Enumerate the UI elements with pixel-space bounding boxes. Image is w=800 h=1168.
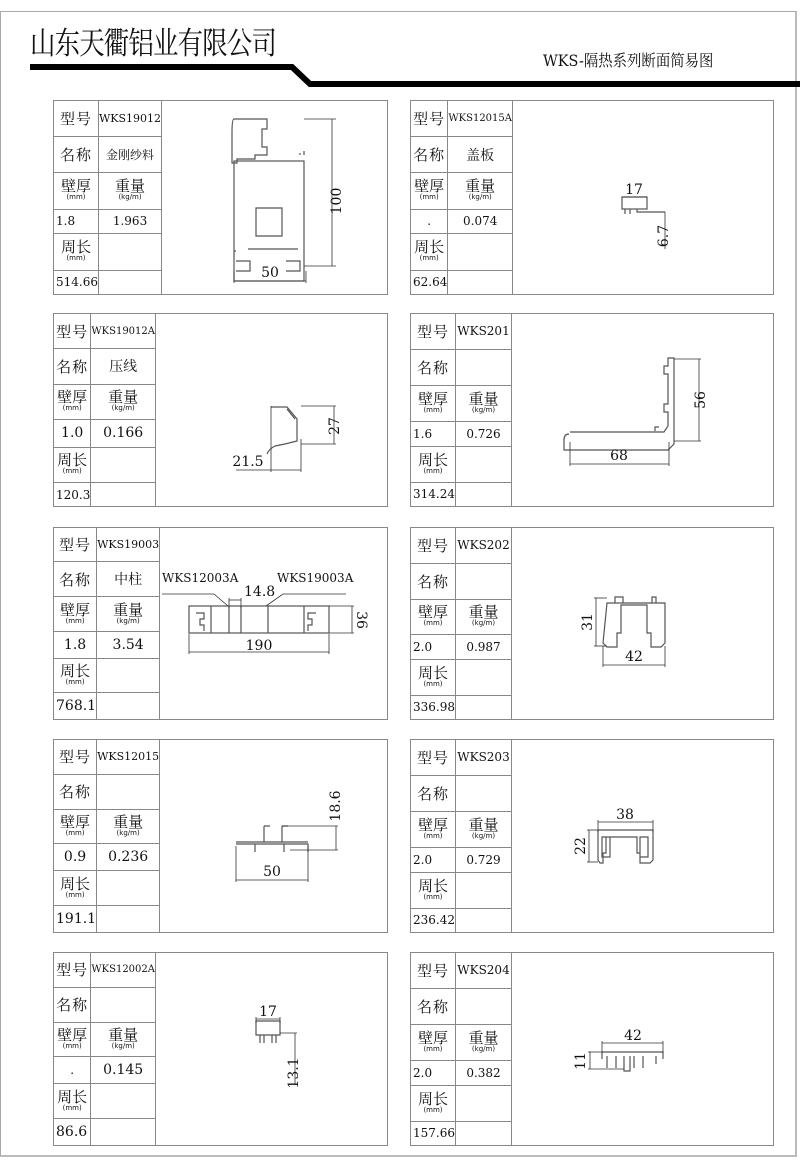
perimeter-label: 周长 bbox=[417, 663, 448, 682]
model-label: 型号 bbox=[54, 953, 91, 987]
weight-label: 重量 bbox=[465, 177, 496, 196]
profile-card bbox=[53, 952, 388, 1146]
unit-label: (mm) bbox=[423, 466, 443, 475]
weight-label: 重量 bbox=[113, 600, 144, 619]
unit-label: (kg/m) bbox=[471, 831, 496, 840]
weight-value: 0.236 bbox=[97, 844, 160, 871]
model-label: 型号 bbox=[54, 528, 97, 562]
model-label: 型号 bbox=[54, 101, 99, 136]
weight-value: 0.145 bbox=[91, 1057, 156, 1084]
dim-height: 100 bbox=[329, 187, 345, 215]
model-label: 型号 bbox=[411, 953, 456, 988]
dim-width: 38 bbox=[616, 807, 634, 823]
wall-value: . bbox=[54, 1057, 91, 1084]
model-value: WKS12002A bbox=[91, 953, 156, 987]
dim-width: 68 bbox=[610, 448, 628, 464]
callout-label: WKS19003A bbox=[277, 571, 354, 585]
wall-value: 1.0 bbox=[54, 420, 91, 447]
section-drawing bbox=[512, 740, 774, 932]
perimeter-label: 周长 bbox=[417, 450, 448, 469]
weight-value: 0.726 bbox=[456, 421, 512, 446]
perimeter-label: 周长 bbox=[414, 238, 445, 257]
unit-label: (mm) bbox=[419, 254, 439, 263]
unit-label: (mm) bbox=[65, 890, 85, 899]
wall-value: 2.0 bbox=[411, 1060, 456, 1085]
wall-value: 2.0 bbox=[411, 847, 456, 872]
section-drawing bbox=[156, 740, 388, 932]
perimeter-value: 62.64 bbox=[411, 270, 448, 294]
dim-length: 190 bbox=[245, 638, 273, 654]
perimeter-label: 周长 bbox=[57, 1087, 88, 1106]
weight-label: 重量 bbox=[468, 389, 499, 408]
model-label: 型号 bbox=[411, 101, 448, 136]
weight-value: 0.074 bbox=[448, 209, 513, 234]
section-drawing bbox=[156, 528, 388, 719]
model-label: 型号 bbox=[411, 528, 456, 563]
unit-label: (mm) bbox=[62, 404, 82, 413]
model-label: 型号 bbox=[54, 314, 91, 349]
dim-height: 11 bbox=[573, 1052, 589, 1070]
spec-table bbox=[411, 101, 513, 294]
spec-table bbox=[411, 740, 512, 932]
name-label: 名称 bbox=[411, 563, 456, 599]
weight-value: 0.382 bbox=[456, 1060, 512, 1085]
dim-height: 22 bbox=[573, 837, 589, 855]
weight-label: 重量 bbox=[468, 1028, 499, 1047]
spec-table bbox=[54, 740, 160, 932]
weight-value: 0.166 bbox=[91, 420, 156, 447]
name-label: 名称 bbox=[411, 988, 456, 1024]
name-label: 名称 bbox=[54, 349, 91, 384]
perimeter-label: 周长 bbox=[60, 238, 91, 257]
section-drawing bbox=[156, 314, 388, 506]
company-name: 山东天衢铝业有限公司 bbox=[30, 26, 276, 62]
wall-value: 1.6 bbox=[411, 421, 456, 446]
name-label: 名称 bbox=[411, 136, 448, 172]
section-drawing bbox=[156, 101, 388, 294]
drawing-title: WKS-隔热系列断面简易图 bbox=[543, 51, 714, 70]
spec-table bbox=[54, 314, 156, 506]
profile-card bbox=[410, 527, 774, 720]
dim-height: 27 bbox=[327, 417, 343, 435]
wall-label: 壁厚 bbox=[57, 388, 88, 407]
model-value: WKS204 bbox=[456, 953, 512, 988]
dim-height: 13.1 bbox=[286, 1057, 302, 1089]
perimeter-value: 314.24 bbox=[411, 482, 456, 506]
profile-card bbox=[53, 739, 388, 933]
profile-card bbox=[53, 313, 388, 507]
name-value bbox=[456, 775, 512, 811]
section-drawing bbox=[512, 101, 774, 294]
unit-label: (mm) bbox=[423, 831, 443, 840]
weight-label: 重量 bbox=[468, 603, 499, 622]
dim-width: 42 bbox=[625, 649, 643, 665]
wall-label: 壁厚 bbox=[60, 812, 91, 831]
spec-table bbox=[54, 101, 162, 294]
callout-label: WKS12003A bbox=[162, 571, 239, 585]
unit-label: (mm) bbox=[62, 467, 82, 476]
model-label: 型号 bbox=[54, 740, 97, 774]
spec-table bbox=[411, 314, 512, 506]
dim-height: 6.7 bbox=[656, 224, 672, 248]
weight-value: 0.987 bbox=[456, 635, 512, 659]
wall-label: 壁厚 bbox=[414, 177, 445, 196]
spec-table bbox=[54, 953, 156, 1145]
perimeter-value: 191.1 bbox=[54, 906, 97, 932]
weight-label: 重量 bbox=[115, 177, 146, 196]
spec-table bbox=[411, 953, 512, 1145]
name-value bbox=[456, 563, 512, 599]
perimeter-value: 336.98 bbox=[411, 695, 456, 719]
name-value bbox=[456, 988, 512, 1024]
unit-label: (mm) bbox=[65, 678, 85, 687]
weight-label: 重量 bbox=[113, 812, 144, 831]
unit-label: (mm) bbox=[419, 193, 439, 202]
section-drawing bbox=[156, 953, 388, 1145]
unit-label: (mm) bbox=[62, 1041, 82, 1050]
weight-value: 3.54 bbox=[97, 631, 160, 658]
wall-value: 1.8 bbox=[54, 209, 99, 234]
name-value bbox=[97, 774, 160, 809]
profile-card bbox=[410, 313, 774, 507]
wall-value: 1.8 bbox=[54, 631, 97, 658]
wall-label: 壁厚 bbox=[417, 389, 448, 408]
wall-label: 壁厚 bbox=[417, 1028, 448, 1047]
unit-label: (mm) bbox=[423, 619, 443, 628]
unit-label: (mm) bbox=[423, 1105, 443, 1114]
wall-label: 壁厚 bbox=[57, 1025, 88, 1044]
section-drawing bbox=[512, 528, 774, 719]
weight-label: 重量 bbox=[108, 1025, 139, 1044]
dim-width: 50 bbox=[261, 265, 279, 281]
profile-card bbox=[53, 100, 388, 295]
weight-label: 重量 bbox=[108, 388, 139, 407]
profile-card bbox=[410, 100, 774, 295]
dim-height: 56 bbox=[693, 391, 709, 409]
model-value: WKS19012A bbox=[91, 314, 156, 349]
unit-label: (kg/m) bbox=[468, 193, 492, 202]
profile-card bbox=[410, 952, 774, 1146]
profile-card bbox=[410, 739, 774, 933]
wall-label: 壁厚 bbox=[417, 603, 448, 622]
perimeter-label: 周长 bbox=[417, 876, 448, 895]
name-value bbox=[456, 349, 512, 385]
model-value: WKS12015 bbox=[97, 740, 160, 774]
weight-value: 0.729 bbox=[456, 847, 512, 872]
spec-table bbox=[411, 528, 512, 719]
name-value: 盖板 bbox=[448, 136, 513, 172]
profile-card bbox=[53, 527, 388, 720]
dim-height: 31 bbox=[580, 613, 596, 631]
unit-label: (kg/m) bbox=[116, 828, 140, 837]
unit-label: (mm) bbox=[65, 828, 85, 837]
unit-label: (mm) bbox=[423, 405, 443, 414]
name-value: 压线 bbox=[91, 349, 156, 384]
unit-label: (mm) bbox=[66, 193, 86, 202]
perimeter-label: 周长 bbox=[57, 451, 88, 470]
perimeter-value: 514.66 bbox=[54, 270, 99, 294]
dim-height: 18.6 bbox=[328, 790, 344, 822]
unit-label: (kg/m) bbox=[116, 616, 140, 625]
weight-value: 1.963 bbox=[99, 209, 162, 234]
dim-width: 50 bbox=[263, 864, 281, 880]
model-value: WKS202 bbox=[456, 528, 512, 563]
model-value: WKS19012 bbox=[99, 101, 162, 136]
unit-label: (kg/m) bbox=[471, 1044, 496, 1053]
dim-width: 42 bbox=[624, 1028, 642, 1044]
model-value: WKS12015A bbox=[448, 101, 513, 136]
name-label: 名称 bbox=[411, 775, 456, 811]
model-value: WKS19003 bbox=[97, 528, 160, 562]
weight-label: 重量 bbox=[468, 815, 499, 834]
header-rule bbox=[0, 60, 800, 90]
wall-value: . bbox=[411, 209, 448, 234]
unit-label: (kg/m) bbox=[111, 404, 135, 413]
name-label: 名称 bbox=[54, 136, 99, 172]
model-value: WKS203 bbox=[456, 740, 512, 775]
unit-label: (mm) bbox=[423, 892, 443, 901]
dim-width: 21.5 bbox=[232, 454, 264, 470]
unit-label: (kg/m) bbox=[471, 405, 496, 414]
name-label: 名称 bbox=[54, 562, 97, 597]
perimeter-label: 周长 bbox=[60, 874, 91, 893]
wall-label: 壁厚 bbox=[417, 815, 448, 834]
perimeter-value: 86.6 bbox=[54, 1119, 91, 1145]
unit-label: (mm) bbox=[423, 1044, 443, 1053]
perimeter-value: 768.1 bbox=[54, 693, 97, 719]
name-value bbox=[91, 987, 156, 1022]
perimeter-label: 周长 bbox=[417, 1089, 448, 1108]
name-label: 名称 bbox=[54, 987, 91, 1022]
model-value: WKS201 bbox=[456, 314, 512, 349]
unit-label: (mm) bbox=[65, 616, 85, 625]
wall-label: 壁厚 bbox=[60, 177, 91, 196]
perimeter-value: 120.3 bbox=[54, 483, 91, 506]
wall-value: 0.9 bbox=[54, 844, 97, 871]
dim-width: 17 bbox=[625, 182, 643, 198]
unit-label: (mm) bbox=[66, 254, 86, 263]
spec-table bbox=[54, 528, 160, 719]
unit-label: (mm) bbox=[62, 1103, 82, 1112]
unit-label: (kg/m) bbox=[111, 1041, 135, 1050]
dim-width: 14.8 bbox=[244, 584, 276, 600]
unit-label: (mm) bbox=[423, 679, 443, 688]
perimeter-value: 157.66 bbox=[411, 1121, 456, 1145]
name-label: 名称 bbox=[411, 349, 456, 385]
perimeter-value: 236.42 bbox=[411, 908, 456, 932]
name-value: 金刚纱料 bbox=[99, 136, 162, 172]
unit-label: (kg/m) bbox=[471, 619, 496, 628]
name-label: 名称 bbox=[54, 774, 97, 809]
dim-width: 17 bbox=[259, 1004, 277, 1020]
wall-value: 2.0 bbox=[411, 635, 456, 659]
section-drawing bbox=[512, 953, 774, 1145]
section-drawing bbox=[512, 314, 774, 506]
perimeter-label: 周长 bbox=[60, 662, 91, 681]
dim-height: 36 bbox=[353, 611, 369, 629]
name-value: 中柱 bbox=[97, 562, 160, 597]
model-label: 型号 bbox=[411, 314, 456, 349]
model-label: 型号 bbox=[411, 740, 456, 775]
unit-label: (kg/m) bbox=[118, 193, 142, 202]
wall-label: 壁厚 bbox=[60, 600, 91, 619]
